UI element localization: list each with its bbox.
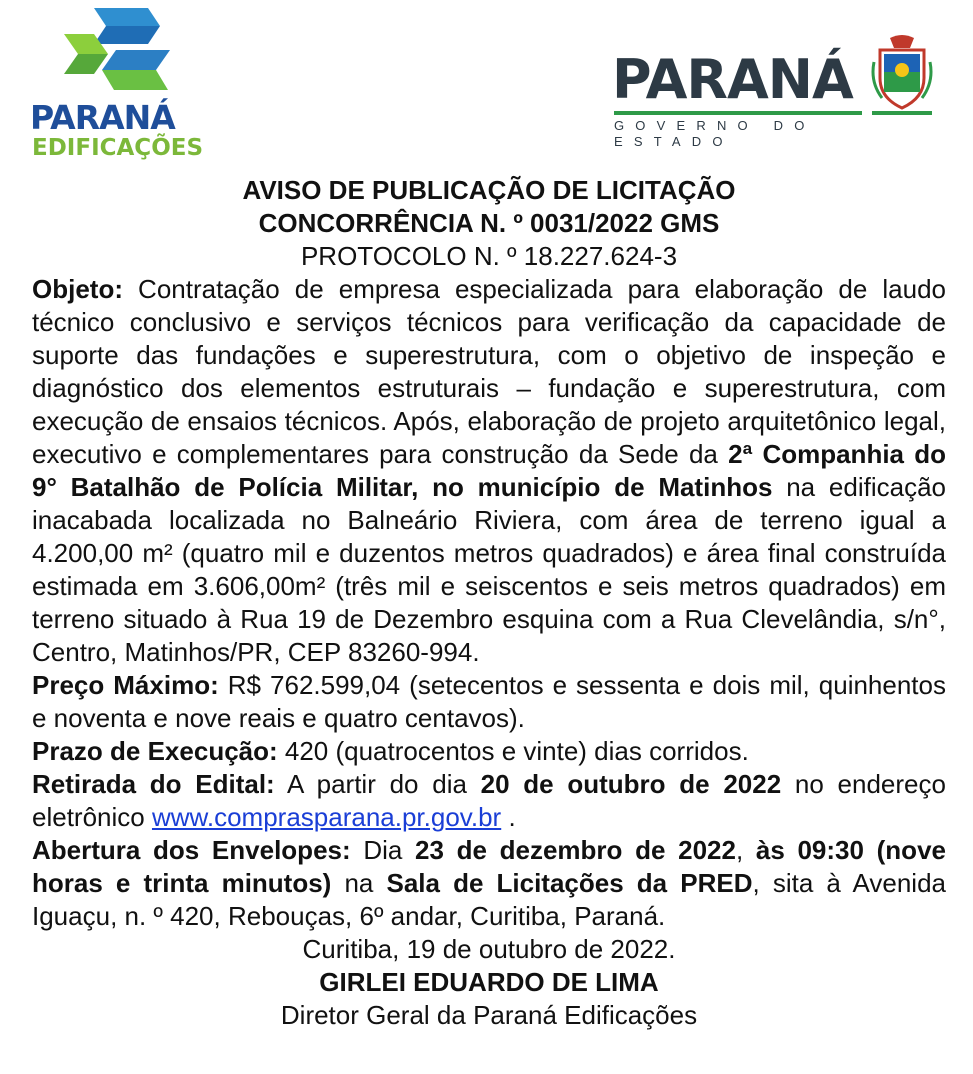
retirada-paragraph [32, 768, 946, 834]
objeto-label: Objeto: [32, 274, 123, 304]
retirada-date: 20 de outubro de 2022 [480, 769, 782, 799]
logo-right-divider-2 [872, 111, 932, 115]
logo-left-line1: PARANÁ [30, 98, 175, 137]
retirada-label: Retirada do Edital: [32, 769, 275, 799]
abertura-paragraph [32, 834, 946, 933]
signer-name: GIRLEI EDUARDO DE LIMA [319, 967, 659, 997]
retirada-text-2: no endereço eletrônico [32, 769, 946, 832]
logo-right-divider [614, 111, 862, 115]
preco-paragraph [32, 669, 946, 735]
signature-date: Curitiba, 19 de outubro de 2022. [302, 934, 676, 964]
preco-text: R$ 762.599,04 (setecentos e sessenta e dois mil, quinhentos e noventa e nove reais e quatro centavos). [32, 670, 946, 733]
coat-of-arms-icon [870, 32, 934, 110]
abertura-text-2: , [735, 835, 756, 865]
logo-right-subtitle: GOVERNO DO ESTADO [614, 118, 816, 149]
parana-edificacoes-mark-icon [56, 4, 176, 94]
notice-protocol: PROTOCOLO N. º 18.227.624-3 [300, 241, 678, 271]
abertura-text-3: na [331, 868, 387, 898]
objeto-bold-1: 2ª Companhia do 9° Batalhão de Polícia Militar, no município de Matinhos [32, 439, 946, 502]
abertura-text-4: , sita à Avenida Iguaçu, n. º 420, Rebouças, 6º andar, Curitiba, Paraná. [32, 868, 946, 931]
abertura-label: Abertura dos Envelopes: [32, 835, 351, 865]
objeto-text-1: Contratação de empresa especializada para elaboração de laudo técnico conclusivo e serviços técnicos para verificação da capacidade de suporte das fundações e superestrutura, com o objetivo de inspeção e diagnóstico dos elementos estruturais – fundação e superestrutura, com execução de ensaios técnicos. Após, elaboração de projeto arquitetônico legal, executivo e complementares para construção da Sede da [32, 274, 946, 469]
prazo-label: Prazo de Execução: [32, 736, 278, 766]
notice-subtitle: CONCORRÊNCIA N. º 0031/2022 GMS [258, 208, 720, 238]
signer-role: Diretor Geral da Paraná Edificações [280, 1000, 698, 1030]
retirada-text-1: A partir do dia [274, 769, 481, 799]
parana-governo-logo [612, 30, 942, 149]
preco-label: Preço Máximo: [32, 670, 219, 700]
compras-parana-link[interactable]: www.comprasparana.pr.gov.br [151, 802, 502, 832]
abertura-time: às 09:30 (nove horas e trinta minutos) [32, 835, 946, 898]
retirada-text-3: . [501, 802, 516, 832]
abertura-date: 23 de dezembro de 2022 [415, 835, 736, 865]
prazo-text: 420 (quatrocentos e vinte) dias corridos. [277, 736, 749, 766]
abertura-text-1: Dia [350, 835, 416, 865]
abertura-room: Sala de Licitações da PRED [386, 868, 753, 898]
notice-body [32, 174, 946, 1032]
objeto-text-2: na edificação inacabada localizada no Balneário Riviera, com área de terreno igual a 4.200,00 m² (quatro mil e duzentos metros quadrados) e área final construída estimada em 3.606,00m² (três mil e seiscentos e seis metros quadrados) em terreno situado à Rua 19 de Dezembro esquina com a Rua Clevelândia, s/n°, Centro, Matinhos/PR, CEP 83260-994. [32, 472, 946, 667]
parana-edificacoes-logo [30, 4, 210, 164]
document-header [0, 0, 973, 172]
logo-left-line2: EDIFICAÇÕES [32, 135, 204, 161]
prazo-paragraph [32, 735, 946, 768]
notice-title: AVISO DE PUBLICAÇÃO DE LICITAÇÃO [242, 175, 736, 205]
logo-right-word: PARANÁ [612, 48, 853, 111]
objeto-paragraph [32, 273, 946, 669]
